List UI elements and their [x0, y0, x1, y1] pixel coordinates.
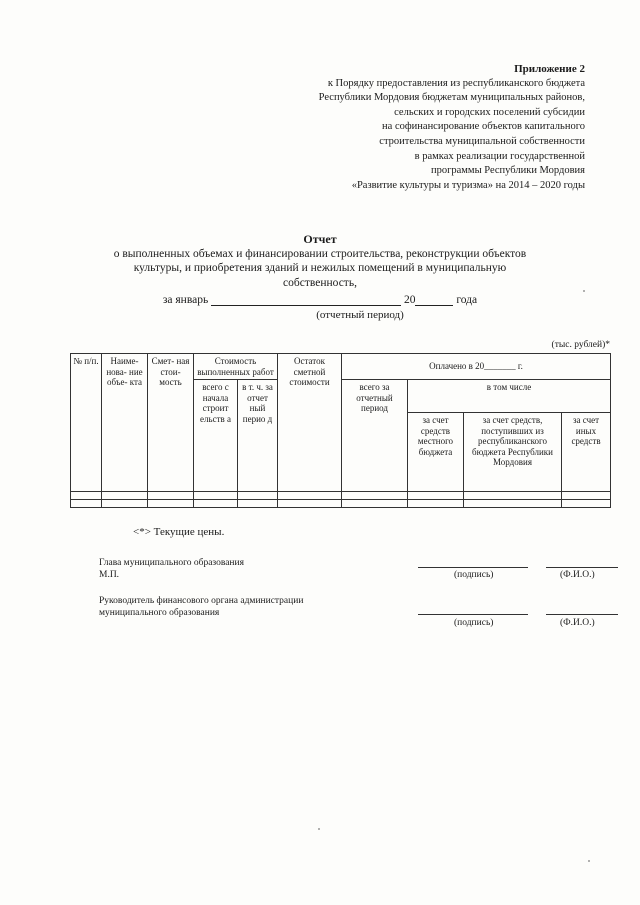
- table-row: [71, 492, 611, 500]
- header-cost-since-start: всего с начала строит ельств а: [194, 380, 238, 492]
- report-title: Отчет: [303, 232, 337, 246]
- finance-name-caption: (Ф.И.О.): [560, 618, 595, 628]
- table-cell[interactable]: [102, 500, 148, 508]
- table-cell[interactable]: [194, 500, 238, 508]
- table-cell[interactable]: [562, 500, 611, 508]
- units-label: (тыс. рублей)*: [551, 340, 610, 350]
- head-name-caption: (Ф.И.О.): [560, 570, 595, 580]
- report-subtitle-line: культуры, и приобретения зданий и нежилых помещений в муниципальную: [133, 262, 507, 275]
- table-cell[interactable]: [408, 500, 464, 508]
- table-cell[interactable]: [464, 492, 562, 500]
- head-signatory: [99, 557, 244, 581]
- table-cell[interactable]: [238, 492, 278, 500]
- head-signature-caption: (подпись): [454, 570, 494, 580]
- finance-name-line[interactable]: [546, 614, 618, 615]
- period-line: [60, 294, 580, 306]
- report-subtitle-line: о выполненных объемах и финансировании строительства, реконструкции объектов: [113, 247, 527, 260]
- header-estimated-cost: Смет- ная стои- мость: [148, 354, 194, 492]
- table-cell[interactable]: [278, 500, 342, 508]
- header-cost-period: в т. ч. за отчет ный перио д: [238, 380, 278, 492]
- appendix-line: программы Республики Мордовия: [430, 165, 585, 177]
- head-title: Глава муниципального образования: [99, 558, 244, 568]
- report-heading: [60, 232, 580, 290]
- head-signature-line[interactable]: [418, 567, 528, 568]
- table-cell[interactable]: [278, 492, 342, 500]
- period-blank[interactable]: [211, 305, 401, 306]
- finance-signature-line[interactable]: [418, 614, 528, 615]
- table-cell[interactable]: [408, 492, 464, 500]
- appendix-line: «Развитие культуры и туризма» на 2014 – 2020 годы: [351, 179, 585, 191]
- period-year-prefix: 20: [403, 294, 416, 306]
- header-including: в том числе: [408, 380, 611, 413]
- header-paid-total: всего за отчетный период: [342, 380, 408, 492]
- period-prefix: за январь: [162, 294, 209, 306]
- finance-organization: муниципального образования: [99, 608, 220, 618]
- appendix-line: Республики Мордовия бюджетам муниципальных районов,: [318, 92, 585, 104]
- appendix-title: Приложение 2: [514, 63, 585, 75]
- table-cell[interactable]: [562, 492, 611, 500]
- report-table: [70, 353, 611, 508]
- appendix-line: сельских и городских поселений субсидии: [394, 106, 585, 118]
- scan-speck: [583, 290, 585, 292]
- table-cell[interactable]: [194, 492, 238, 500]
- header-local-budget: за счет средств местного бюджета: [408, 413, 464, 492]
- header-work-cost: Стоимость выполненных работ: [194, 354, 278, 380]
- header-republic-budget: за счет средств, поступивших из республиканского бюджета Республики Мордовия: [464, 413, 562, 492]
- header-other-funds: за счет иных средств: [562, 413, 611, 492]
- table-cell[interactable]: [238, 500, 278, 508]
- table-cell[interactable]: [342, 500, 408, 508]
- table-cell[interactable]: [71, 492, 102, 500]
- table-cell[interactable]: [342, 492, 408, 500]
- finance-signature-caption: (подпись): [454, 618, 494, 628]
- header-paid: Оплачено в 20_______ г.: [342, 354, 611, 380]
- table-cell[interactable]: [148, 500, 194, 508]
- period-year-blank[interactable]: [415, 305, 453, 306]
- period-caption: (отчетный период): [316, 309, 404, 321]
- appendix-line: к Порядку предоставления из республиканского бюджета: [327, 77, 585, 89]
- period-suffix: года: [456, 294, 478, 306]
- table-cell[interactable]: [71, 500, 102, 508]
- finance-signatory: [99, 595, 303, 619]
- table-cell[interactable]: [464, 500, 562, 508]
- table-cell[interactable]: [148, 492, 194, 500]
- header-object-name: Наиме- нова- ние объе- кта: [102, 354, 148, 492]
- finance-title: Руководитель финансового органа администрации: [99, 596, 304, 606]
- table-row: [71, 500, 611, 508]
- appendix-line: в рамках реализации государственной: [414, 150, 585, 162]
- report-subtitle-line: собственность,: [283, 276, 357, 289]
- scan-speck: [588, 860, 590, 862]
- footnote: <*> Текущие цены.: [133, 526, 225, 538]
- table-cell[interactable]: [102, 492, 148, 500]
- scan-speck: [318, 828, 320, 830]
- header-number: № п/п.: [71, 354, 102, 492]
- header-remaining-cost: Остаток сметной стоимости: [278, 354, 342, 492]
- appendix-line: на софинансирование объектов капитального: [382, 121, 585, 133]
- head-name-line[interactable]: [546, 567, 618, 568]
- appendix-line: строительства муниципальной собственности: [379, 135, 585, 147]
- stamp-label: М.П.: [99, 570, 120, 580]
- appendix-block: [245, 62, 585, 193]
